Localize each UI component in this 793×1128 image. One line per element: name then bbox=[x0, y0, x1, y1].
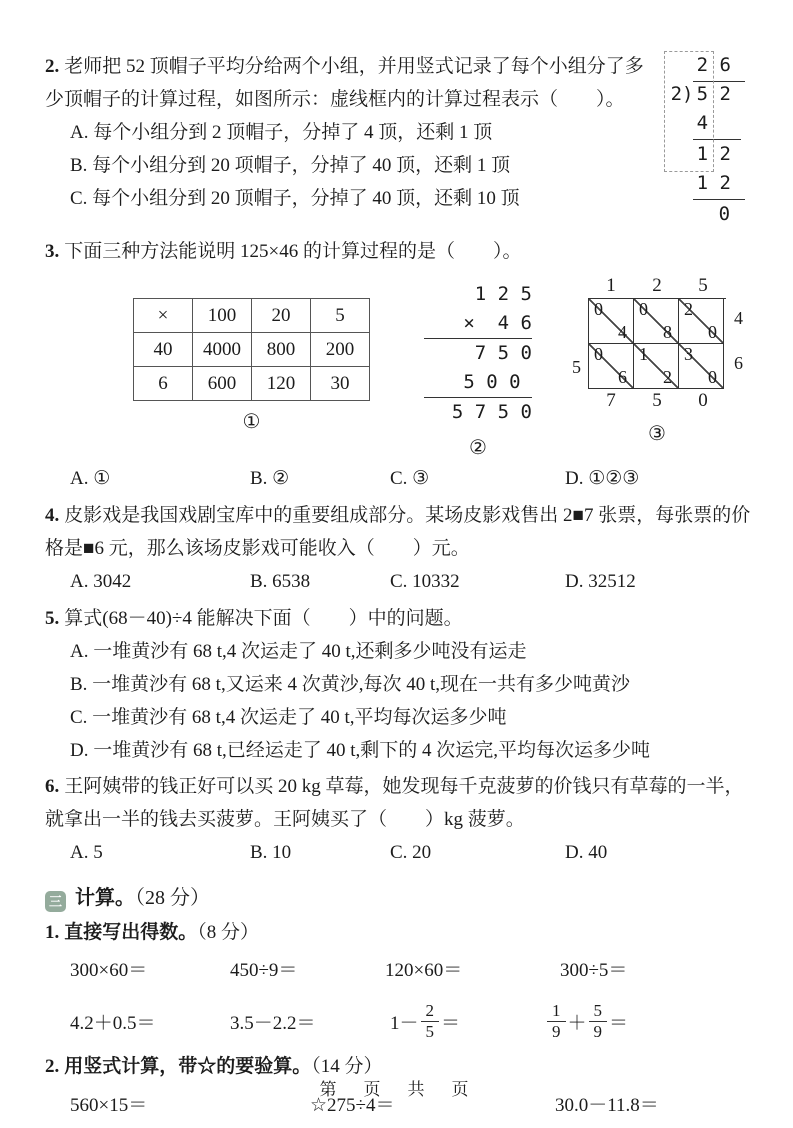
diagram-2-label: ② bbox=[469, 437, 487, 459]
math-expression: 560×15＝ bbox=[70, 1095, 148, 1116]
question-2-body bbox=[45, 50, 653, 232]
fraction-numerator: 5 bbox=[589, 1001, 608, 1022]
question-3-text: 下面三种方法能说明 125×46 的计算过程的是（ ）。 bbox=[64, 241, 522, 262]
table-row bbox=[134, 367, 370, 401]
cell-ones: 2 bbox=[663, 367, 672, 387]
question-6-option-d: D. 40 bbox=[565, 842, 608, 863]
page-content bbox=[45, 50, 760, 1128]
question-4 bbox=[45, 499, 760, 599]
fraction-denominator: 9 bbox=[552, 1021, 561, 1041]
division-step1: 4 bbox=[696, 112, 709, 134]
question-5-text: 算式(68－40)÷4 能解决下面（ ）中的问题。 bbox=[64, 608, 463, 629]
question-6 bbox=[45, 770, 760, 870]
cell-tens: 0 bbox=[639, 299, 648, 319]
cell-tens: 0 bbox=[594, 299, 603, 319]
table-cell: 30 bbox=[311, 367, 370, 401]
fraction-prefix: 1－ bbox=[390, 1012, 419, 1034]
fraction-numerator: 1 bbox=[547, 1001, 566, 1022]
cell-ones: 6 bbox=[618, 367, 627, 387]
lattice-grid bbox=[588, 298, 726, 389]
question-4-text-line bbox=[45, 499, 760, 565]
cell-tens: 0 bbox=[594, 344, 603, 364]
division-line-2 bbox=[693, 199, 745, 200]
grid-method-diagram bbox=[133, 274, 370, 434]
fraction-denominator: 5 bbox=[425, 1021, 435, 1041]
calc-sub2-title: 用竖式计算，带☆的要验算。 bbox=[64, 1056, 312, 1077]
question-3-option-b: B. ② bbox=[250, 468, 290, 489]
cell-ones: 0 bbox=[708, 322, 717, 342]
lattice-cell bbox=[589, 344, 634, 389]
diagram-3-label: ③ bbox=[648, 423, 666, 445]
lattice-right-digit: 4 bbox=[734, 308, 743, 328]
question-3-option-a: A. ① bbox=[70, 468, 111, 489]
lattice-top-digit: 2 bbox=[652, 275, 662, 296]
lattice-cell bbox=[589, 299, 634, 344]
math-expression-starred: ☆275÷4＝ bbox=[310, 1095, 395, 1116]
table-cell: 600 bbox=[193, 367, 252, 401]
mental-math-row-2 bbox=[70, 992, 760, 1050]
table-cell: 100 bbox=[193, 299, 252, 333]
calc-sub2-score: （14 分） bbox=[311, 1056, 383, 1077]
question-6-text: 王阿姨带的钱正好可以买 20 kg 草莓，她发现每千克菠萝的价钱只有草莓的一半，就拿出一半的钱去买菠萝。王阿姨买了（ ）kg 菠萝。 bbox=[45, 776, 744, 830]
question-6-text-line bbox=[45, 770, 760, 836]
table-cell: × bbox=[134, 299, 193, 333]
cell-ones: 0 bbox=[708, 367, 717, 387]
dashed-highlight-box bbox=[664, 51, 714, 172]
question-3-option-c: C. ③ bbox=[390, 468, 430, 489]
lattice-left-digit: 5 bbox=[572, 357, 581, 377]
calc-section-header bbox=[45, 880, 760, 916]
vm-product: 5 7 5 0 bbox=[451, 401, 532, 423]
question-4-text: 皮影戏是我国戏剧宝库中的重要组成部分。某场皮影戏售出 2■7 张票，每张票的价格是■6 元，那么该场皮影戏可能收入（ ）元。 bbox=[45, 505, 751, 559]
lattice-top-digit: 5 bbox=[698, 275, 708, 296]
question-4-option-d: D. 32512 bbox=[565, 571, 636, 592]
question-2-text: 老师把 52 顶帽子平均分给两个小组，并用竖式记录了每个小组分了多少顶帽子的计算过程，如图所示：虚线框内的计算过程表示（ ）。 bbox=[45, 56, 644, 110]
question-4-option-a: A. 3042 bbox=[70, 571, 132, 592]
question-5-option-b: B. 一堆黄沙有 68 t,又运来 4 次黄沙,每次 40 t,现在一共有多少吨黄沙 bbox=[70, 674, 630, 695]
question-4-options bbox=[70, 565, 760, 599]
math-expression-fraction bbox=[390, 1001, 545, 1041]
question-6-option-c: C. 20 bbox=[390, 842, 432, 863]
cell-tens: 1 bbox=[639, 344, 648, 364]
lattice-right-digit: 6 bbox=[734, 353, 743, 373]
vm-partial-2: 5 0 0 bbox=[424, 368, 532, 398]
calc-sub1-header bbox=[45, 916, 760, 950]
lattice-bottom-digit: 0 bbox=[698, 390, 708, 411]
fraction-denominator: 9 bbox=[593, 1021, 603, 1041]
vertical-multiplication bbox=[424, 280, 532, 427]
plus-sign: ＋ bbox=[567, 1012, 587, 1034]
question-4-number: 4. bbox=[45, 505, 60, 526]
math-expression: 300÷5＝ bbox=[560, 960, 628, 981]
question-6-number: 6. bbox=[45, 776, 60, 797]
equals-sign: ＝ bbox=[441, 1012, 461, 1034]
lattice-multiplication-diagram bbox=[572, 274, 743, 446]
table-cell: 5 bbox=[311, 299, 370, 333]
question-2-option-a: A. 每个小组分到 2 顶帽子，分掉了 4 顶，还剩 1 顶 bbox=[70, 122, 493, 143]
table-cell: 800 bbox=[252, 333, 311, 367]
table-cell: 20 bbox=[252, 299, 311, 333]
question-3-number: 3. bbox=[45, 241, 60, 262]
calc-sub1-number: 1. bbox=[45, 922, 60, 943]
question-3-options bbox=[70, 462, 760, 496]
section-three-icon: 三 bbox=[45, 891, 66, 912]
fraction bbox=[547, 1001, 566, 1041]
fraction-numerator: 2 bbox=[421, 1001, 440, 1022]
cell-ones: 4 bbox=[618, 322, 627, 342]
grid-method-table bbox=[133, 298, 370, 401]
division-final-remainder: 0 bbox=[718, 203, 731, 225]
table-cell: 40 bbox=[134, 333, 193, 367]
lattice-bottom-digit: 7 bbox=[606, 390, 616, 411]
question-5-option-a: A. 一堆黄沙有 68 t,4 次运走了 40 t,还剩多少吨没有运走 bbox=[70, 641, 527, 662]
question-5 bbox=[45, 602, 760, 767]
table-cell: 200 bbox=[311, 333, 370, 367]
cell-ones: 8 bbox=[663, 322, 672, 342]
question-6-option-b: B. 10 bbox=[250, 842, 292, 863]
mental-math-row-1 bbox=[70, 950, 760, 992]
vm-partial-1: 7 5 0 bbox=[474, 342, 532, 364]
question-2-option-c: C. 每个小组分到 20 顶帽子，分掉了 40 顶，还剩 10 顶 bbox=[70, 188, 520, 209]
question-3-text-line bbox=[45, 235, 760, 268]
math-expression: 30.0－11.8＝ bbox=[555, 1095, 659, 1116]
table-cell: 6 bbox=[134, 367, 193, 401]
table-cell: 120 bbox=[252, 367, 311, 401]
question-5-option-d: D. 一堆黄沙有 68 t,已经运走了 40 t,剩下的 4 次运完,平均每次运多少吨 bbox=[70, 740, 651, 761]
question-2 bbox=[45, 50, 760, 232]
question-4-option-b: B. 6538 bbox=[250, 571, 311, 592]
lattice-cell bbox=[679, 344, 724, 389]
calc-sub1-title: 直接写出得数。 bbox=[64, 922, 198, 943]
vertical-multiplication-diagram bbox=[424, 274, 532, 460]
division-step2: 1 2 bbox=[696, 172, 731, 194]
diagram-1-label: ① bbox=[242, 411, 261, 433]
question-4-option-c: C. 10332 bbox=[390, 571, 460, 592]
division-remainder-1: 1 2 bbox=[696, 143, 731, 165]
division-divisor: 2) bbox=[670, 83, 694, 105]
question-6-option-a: A. 5 bbox=[70, 842, 103, 863]
math-expression: 4.2＋0.5＝ bbox=[70, 1012, 156, 1034]
lattice-bottom-labels bbox=[588, 389, 726, 413]
math-expression-fraction bbox=[545, 1001, 760, 1041]
lattice-bottom-digit: 5 bbox=[652, 390, 662, 411]
fraction bbox=[421, 1001, 440, 1041]
cell-tens: 3 bbox=[684, 344, 693, 364]
math-expression: 450÷9＝ bbox=[230, 960, 298, 981]
lattice-cell bbox=[679, 299, 724, 344]
question-5-option-c: C. 一堆黄沙有 68 t,4 次运走了 40 t,平均每次运多少吨 bbox=[70, 707, 507, 728]
equals-sign: ＝ bbox=[609, 1012, 629, 1034]
lattice-multiplication bbox=[572, 274, 743, 413]
question-6-options bbox=[70, 836, 760, 870]
question-5-text-line bbox=[45, 602, 760, 635]
lattice-top-digit: 1 bbox=[606, 275, 616, 296]
question-2-option-b: B. 每个小组分到 20 项帽子，分掉了 40 顶，还剩 1 顶 bbox=[70, 155, 511, 176]
table-row bbox=[134, 333, 370, 367]
table-row bbox=[134, 299, 370, 333]
question-2-number: 2. bbox=[45, 56, 60, 77]
question-3 bbox=[45, 235, 760, 496]
cell-tens: 2 bbox=[684, 299, 693, 319]
vm-multiplicand: 1 2 5 bbox=[474, 283, 532, 305]
calc-section-title: 计算。 bbox=[75, 887, 135, 909]
vm-multiplier: × 4 6 bbox=[424, 309, 532, 339]
math-expression: 3.5－2.2＝ bbox=[230, 1012, 316, 1034]
long-division-diagram bbox=[667, 54, 760, 232]
question-2-text-line bbox=[45, 50, 653, 116]
lattice-cell bbox=[634, 299, 679, 344]
question-3-diagrams bbox=[45, 274, 760, 460]
calc-sub2-number: 2. bbox=[45, 1056, 60, 1077]
table-cell: 4000 bbox=[193, 333, 252, 367]
calc-sub1-score: （8 分） bbox=[197, 922, 260, 943]
division-quotient: 2 6 bbox=[696, 54, 731, 76]
division-dividend: 5 2 bbox=[696, 83, 731, 105]
question-3-option-d: D. ①②③ bbox=[565, 468, 640, 489]
math-expression: 300×60＝ bbox=[70, 960, 148, 981]
lattice-top-labels bbox=[588, 274, 726, 298]
page-footer: 第 页 共 页 bbox=[319, 1080, 474, 1099]
lattice-body bbox=[572, 298, 743, 389]
question-5-number: 5. bbox=[45, 608, 60, 629]
math-expression: 120×60＝ bbox=[385, 960, 463, 981]
calc-section-score: （28 分） bbox=[135, 887, 210, 909]
fraction bbox=[589, 1001, 608, 1041]
lattice-cell bbox=[634, 344, 679, 389]
